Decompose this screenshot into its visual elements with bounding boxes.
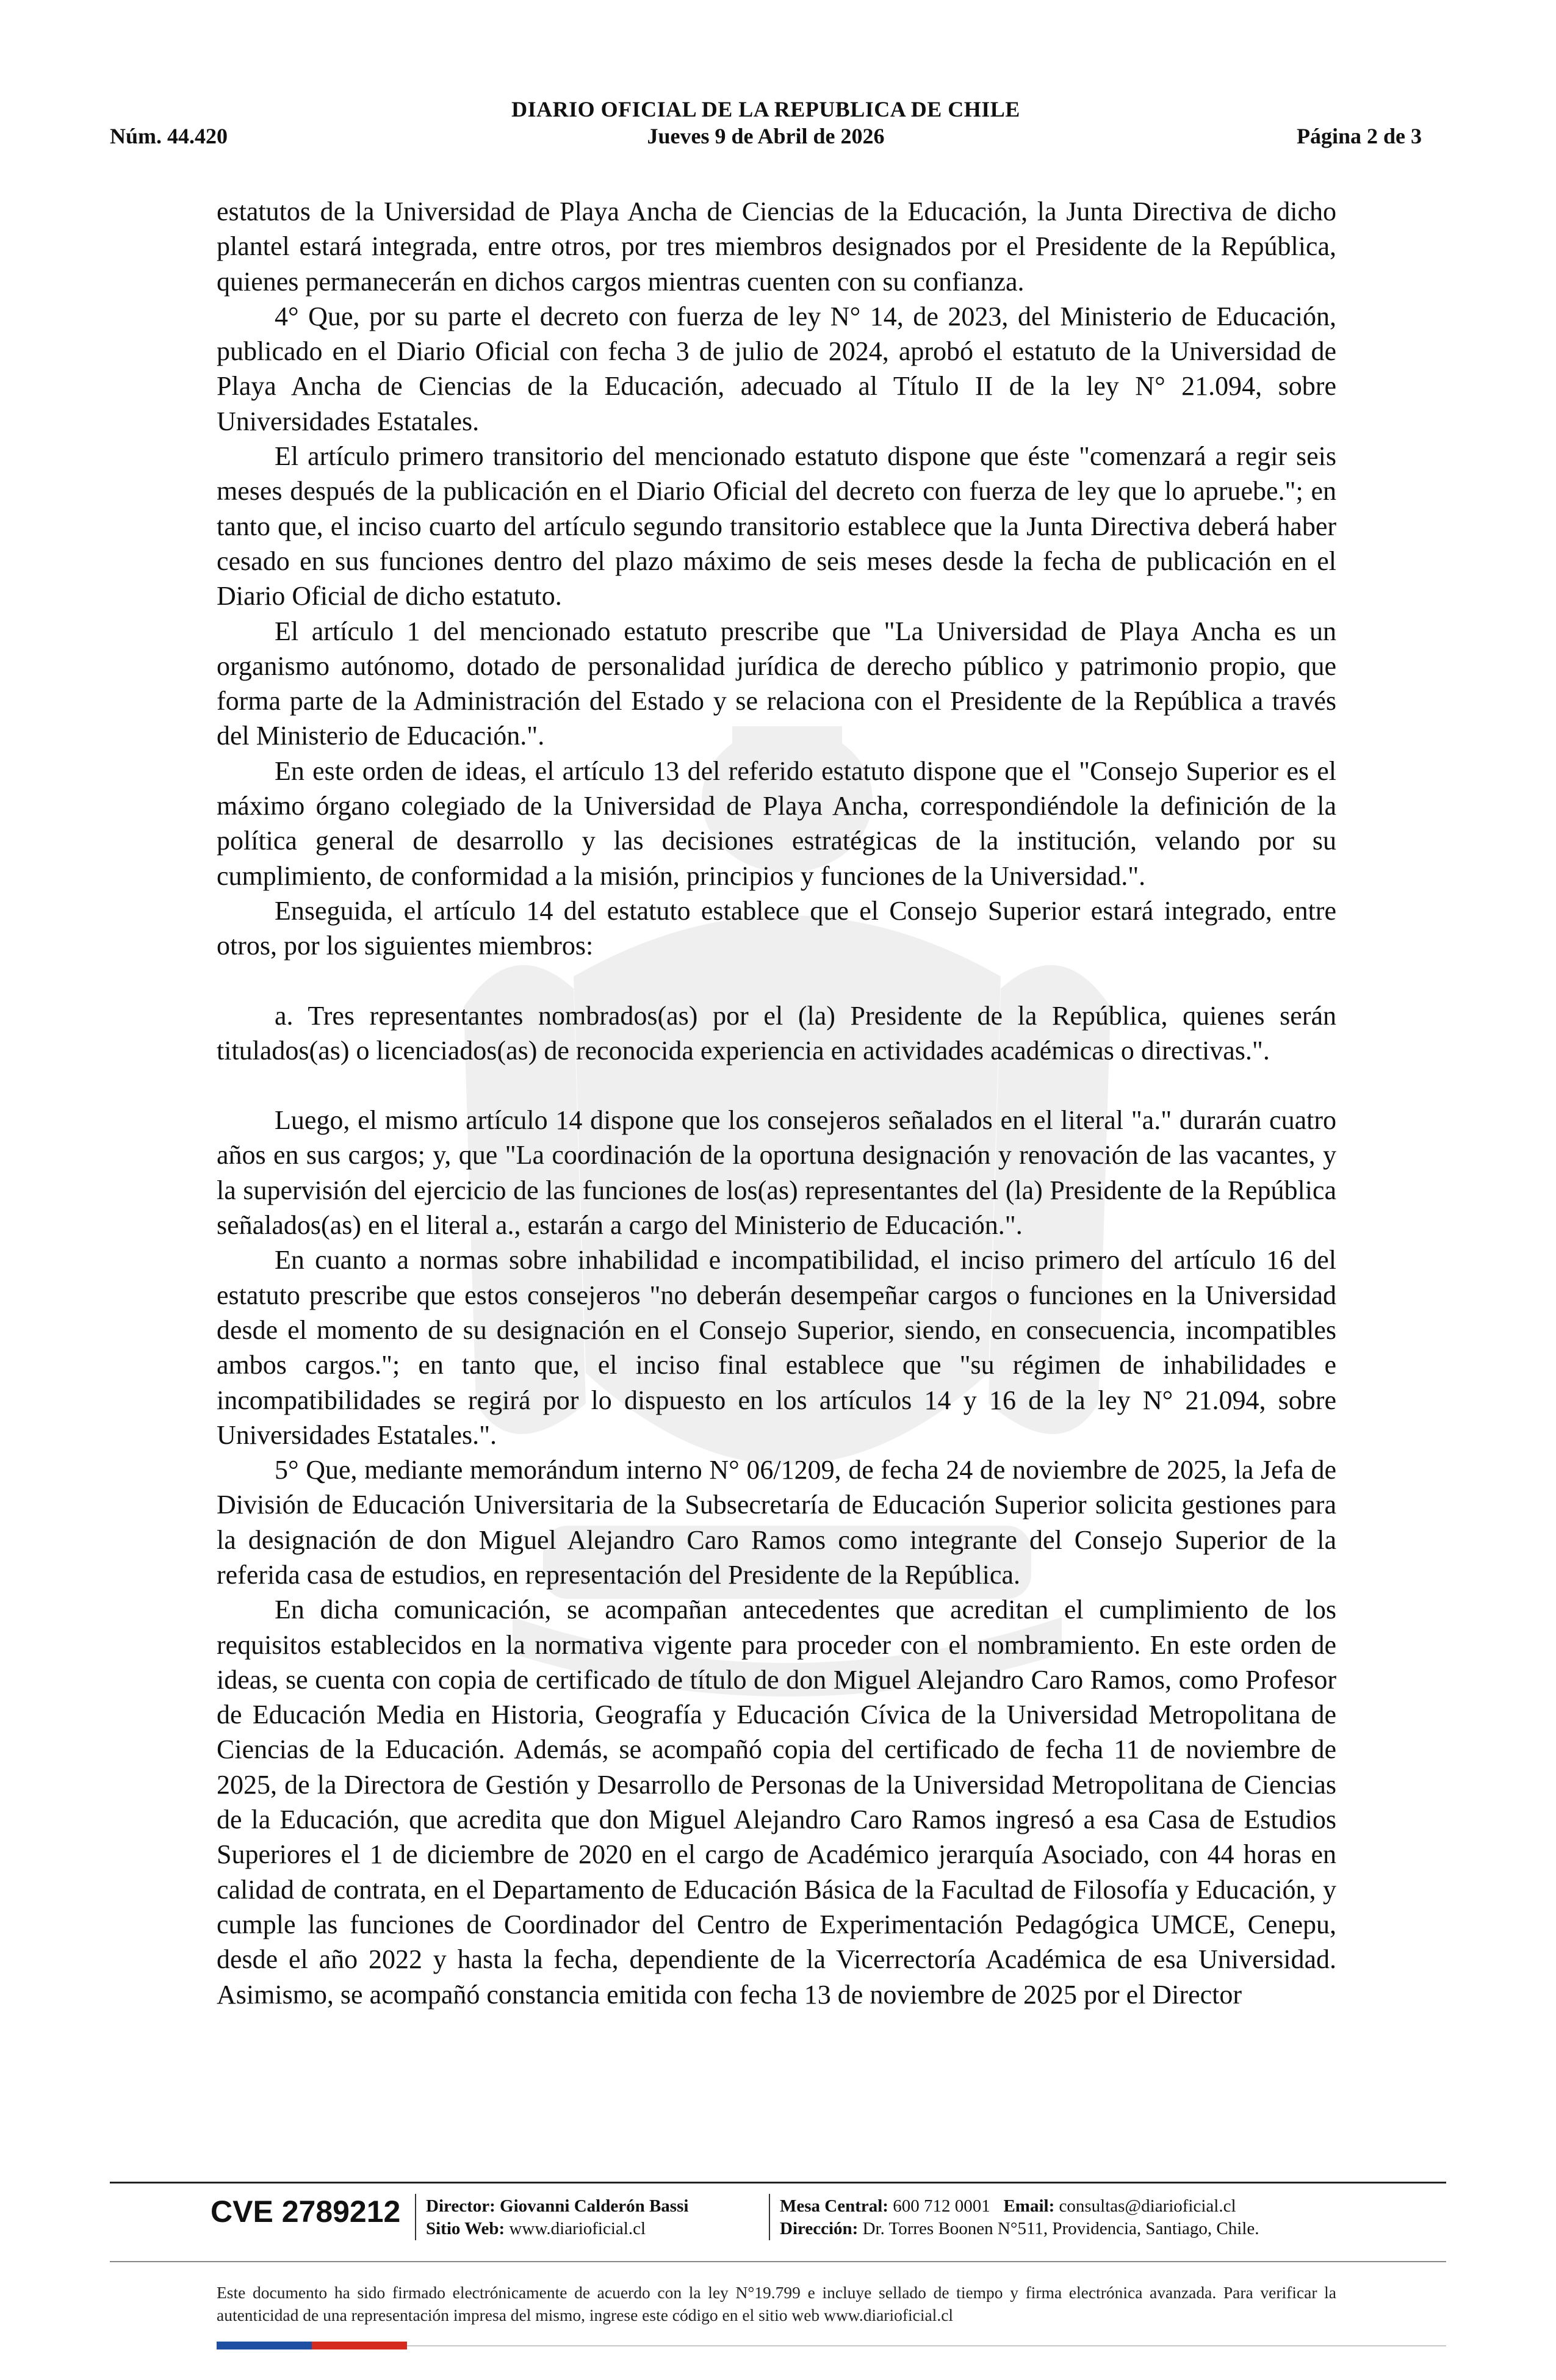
footer-director-block: [426, 2195, 688, 2240]
paragraph: En cuanto a normas sobre inhabilidad e incompatibilidad, el inciso primero del artículo 16 del estatuto prescribe que estos consejeros "no deberán desempeñar cargos o funciones en la Universidad desde el momento de su designación en el Consejo Superior, siendo, en consecuencia, incompatibles ambos cargos."; en tanto que, el inciso final establece que "su régimen de inhabilidades e incompatibilidades se regirá por lo dispuesto en los artículos 14 y 16 de la ley N° 21.094, sobre Universidades Estatales.".: [217, 1245, 1336, 1450]
flag-stripe: [217, 2342, 407, 2349]
director-name: Giovanni Calderón Bassi: [500, 2196, 689, 2216]
page-footer: [110, 2188, 1446, 2255]
cve-code: CVE 2789212: [211, 2194, 401, 2229]
issue-number: Núm. 44.420: [110, 124, 228, 148]
address-value: Dr. Torres Boonen N°511, Providencia, Santiago, Chile.: [862, 2219, 1259, 2238]
paragraph: Enseguida, el artículo 14 del estatuto establece que el Consejo Superior estará integrado, entre otros, por los siguientes miembros:: [217, 895, 1336, 961]
quoted-literal: a. Tres representantes nombrados(as) por el (la) Presidente de la República, quienes serán titulados(as) o licenciados(as) de reconocida experiencia en actividades académicas o directivas.".: [217, 1000, 1336, 1066]
paragraph: El artículo primero transitorio del mencionado estatuto dispone que éste "comenzará a regir seis meses después de la publicación en el Diario Oficial del decreto con fuerza de ley que lo apruebe."; en tanto que, el inciso cuarto del artículo segundo transitorio establece que la Junta Directiva deberá haber cesado en sus funciones dentro del plazo máximo de seis meses desde la fecha de publicación en el Diario Oficial de dicho estatuto.: [217, 441, 1336, 611]
mesa-label: Mesa Central:: [780, 2196, 888, 2216]
paragraph: Luego, el mismo artículo 14 dispone que los consejeros señalados en el literal "a." durarán cuatro años en sus cargos; y, que "La coordinación de la oportuna designación y renovación de las vacantes, y la supervisión del ejercicio de las funciones de los(as) representantes del (la) Presidente de la República señalados(as) en el literal a., estarán a cargo del Ministerio de Educación.".: [217, 1105, 1336, 1241]
footer-separator: [769, 2194, 770, 2240]
email-link[interactable]: consultas@diarioficial.cl: [1059, 2196, 1236, 2216]
address-label: Dirección:: [780, 2219, 859, 2238]
issue-date: Jueves 9 de Abril de 2026: [647, 124, 885, 148]
flag-rule: [407, 2345, 1446, 2346]
document-body: [217, 194, 1336, 2012]
site-label: Sitio Web:: [426, 2219, 505, 2238]
footer-divider: [110, 2182, 1446, 2183]
page-header: [110, 92, 1422, 159]
page-indicator: Página 2 de 3: [1296, 124, 1422, 148]
footer-contact-block: [780, 2195, 1259, 2240]
paragraph: 5° Que, mediante memorándum interno N° 06/1209, de fecha 24 de noviembre de 2025, la Jefa de División de Educación Universitaria de la Subsecretaría de Educación Superior solicita gestiones para la designación de don Miguel Alejandro Caro Ramos como integrante del Consejo Superior de la referida casa de estudios, en representación del Presidente de la República.: [217, 1455, 1336, 1590]
footer-divider: [110, 2261, 1446, 2262]
flag-blue-segment: [217, 2342, 312, 2349]
legal-notice: Este documento ha sido firmado electrónicamente de acuerdo con la ley N°19.799 e incluye sellado de tiempo y firma electrónica avanzada. Para verificar la autenticidad de una representación impresa del mismo, ingrese este código en el sitio web www.diarioficial.cl: [217, 2283, 1336, 2324]
director-label: Director:: [426, 2196, 495, 2216]
paragraph: En este orden de ideas, el artículo 13 del referido estatuto dispone que el "Consejo Superior es el máximo órgano colegiado de la Universidad de Playa Ancha, correspondiéndole la definición de la política general de desarrollo y las decisiones estratégicas de la institución, velando por su cumplimiento, de conformidad a la misión, principios y funciones de la Universidad.".: [217, 755, 1336, 891]
paragraph: 4° Que, por su parte el decreto con fuerza de ley N° 14, de 2023, del Ministerio de Educación, publicado en el Diario Oficial con fecha 3 de julio de 2024, aprobó el estatuto de la Universidad de Playa Ancha de Ciencias de la Educación, adecuado al Título II de la ley N° 21.094, sobre Universidades Estatales.: [217, 301, 1336, 436]
mesa-phone: 600 712 0001: [893, 2196, 990, 2216]
email-label: Email:: [1003, 2196, 1055, 2216]
paragraph: El artículo 1 del mencionado estatuto prescribe que "La Universidad de Playa Ancha es un organismo autónomo, dotado de personalidad jurídica de derecho público y patrimonio propio, que forma parte de la Administración del Estado y se relaciona con el Presidente de la República a través del Ministerio de Educación.".: [217, 616, 1336, 751]
paragraph: estatutos de la Universidad de Playa Ancha de Ciencias de la Educación, la Junta Directiva de dicho plantel estará integrada, entre otros, por tres miembros designados por el Presidente de la República, quienes permanecerán en dichos cargos mientras cuenten con su confianza.: [217, 197, 1336, 297]
site-link[interactable]: www.diarioficial.cl: [509, 2219, 646, 2238]
footer-separator: [415, 2194, 416, 2240]
paragraph: En dicha comunicación, se acompañan antecedentes que acreditan el cumplimiento de los requisitos establecidos en la normativa vigente para proceder con el nombramiento. En este orden de ideas, se cuenta con copia de certificado de título de don Miguel Alejandro Caro Ramos, como Profesor de Educación Media en Historia, Geografía y Educación Cívica de la Universidad Metropolitana de Ciencias de la Educación. Además, se acompañó copia del certificado de fecha 11 de noviembre de 2025, de la Directora de Gestión y Desarrollo de Personas de la Universidad Metropolitana de Ciencias de la Educación, que acredita que don Miguel Alejandro Caro Ramos ingresó a esa Casa de Estudios Superiores el 1 de diciembre de 2020 en el cargo de Académico jerarquía Asociado, con 44 horas en calidad de contrata, en el Departamento de Educación Básica de la Facultad de Filosofía y Educación, y cumple las funciones de Coordinador del Centro de Experimentación Pedagógica UMCE, Cenepu, desde el año 2022 y hasta la fecha, dependiente de la Vicerrectoría Académica de esa Universidad. Asimismo, se acompañó constancia emitida con fecha 13 de noviembre de 2025 por el Director: [217, 1595, 1336, 2010]
publication-title: DIARIO OFICIAL DE LA REPUBLICA DE CHILE: [511, 97, 1020, 121]
flag-red-segment: [312, 2342, 407, 2349]
